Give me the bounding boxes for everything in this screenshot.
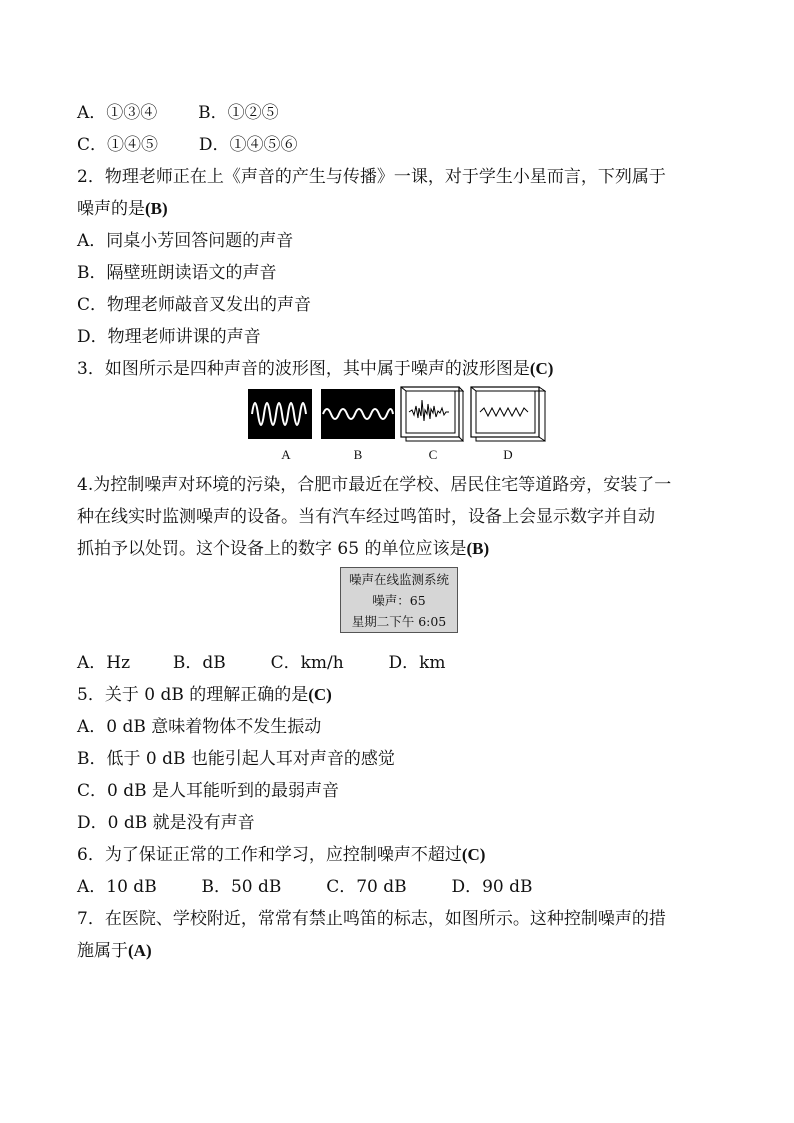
q2-answer: (B)	[145, 199, 168, 218]
q2-option-b: B．隔壁班朗读语文的声音	[77, 263, 277, 283]
q5-stem	[77, 684, 332, 706]
waveform-b-label: B	[353, 447, 363, 462]
q3-stem	[77, 358, 553, 380]
q4-option-d: D．km	[388, 653, 446, 673]
q7-stem-line2	[77, 940, 152, 962]
q6-stem	[77, 844, 485, 866]
q4-option-b: B．dB	[172, 653, 226, 673]
q2-option-c: C．物理老师敲音叉发出的声音	[77, 295, 312, 315]
waveform-b-image	[321, 389, 395, 439]
q3-stem-text: 3．如图所示是四种声音的波形图，其中属于噪声的波形图是	[77, 359, 530, 379]
display-reading: 噪声：65	[372, 593, 426, 608]
q5-stem-text: 5．关于 0 dB 的理解正确的是	[77, 685, 309, 705]
q4-stem-line1: 4.为控制噪声对环境的污染，合肥市最近在学校、居民住宅等道路旁，安装了一	[77, 475, 672, 495]
q5-option-c: C．0 dB 是人耳能听到的最弱声音	[77, 781, 340, 801]
q2-stem-line2	[77, 198, 168, 220]
q4-options	[77, 652, 446, 674]
q4-stem-line2: 种在线实时监测噪声的设备。当有汽车经过鸣笛时，设备上会显示数字并自动	[77, 507, 655, 527]
q4-option-c: C．km/h	[270, 653, 344, 673]
q1-option-b: B．①②⑤	[198, 103, 279, 123]
q2-option-a: A．同桌小芳回答问题的声音	[77, 231, 294, 251]
waveform-a-label: A	[281, 447, 291, 462]
q7-answer: (A)	[128, 941, 152, 960]
waveform-d-image	[470, 386, 546, 442]
waveform-c-image	[400, 386, 464, 442]
q5-option-d: D．0 dB 就是没有声音	[77, 813, 255, 833]
q6-option-b: B．50 dB	[201, 877, 282, 897]
q6-options	[77, 876, 533, 898]
q7-stem-text: 施属于	[77, 941, 128, 961]
display-time: 星期二下午 6:05	[351, 614, 447, 629]
q1-options-row1	[77, 102, 279, 124]
q2-stem-text: 噪声的是	[77, 199, 145, 219]
q2-option-d: D．物理老师讲课的声音	[77, 327, 261, 347]
waveform-d-label: D	[503, 447, 513, 462]
waveform-a-image	[248, 389, 312, 439]
q5-option-a: A．0 dB 意味着物体不发生振动	[77, 717, 322, 737]
q6-stem-text: 6．为了保证正常的工作和学习，应控制噪声不超过	[77, 845, 462, 865]
q6-option-a: A．10 dB	[77, 877, 157, 897]
q1-option-d: D．①④⑤⑥	[198, 135, 298, 155]
noise-monitor-display	[340, 567, 458, 633]
q5-answer: (C)	[308, 685, 332, 704]
q4-stem-line3	[77, 538, 489, 560]
q4-answer: (B)	[466, 539, 490, 558]
q3-answer: (C)	[529, 359, 554, 378]
q6-option-c: C．70 dB	[326, 877, 407, 897]
q4-stem-text: 抓拍予以处罚。这个设备上的数字 65 的单位应该是	[77, 539, 467, 559]
q6-option-d: D．90 dB	[451, 877, 533, 897]
waveform-c-label: C	[428, 447, 438, 462]
q6-answer: (C)	[461, 845, 486, 864]
display-title: 噪声在线监测系统	[348, 572, 449, 587]
q1-option-c: C．①④⑤	[77, 135, 159, 155]
q1-options-row2	[77, 134, 297, 156]
q5-option-b: B．低于 0 dB 也能引起人耳对声音的感觉	[77, 749, 395, 769]
q4-option-a: A．Hz	[77, 653, 131, 673]
q1-option-a: A．①③④	[77, 103, 158, 123]
q2-stem-line1: 2．物理老师正在上《声音的产生与传播》一课，对于学生小星而言，下列属于	[77, 167, 666, 187]
q7-stem-line1: 7．在医院、学校附近，常常有禁止鸣笛的标志，如图所示。这种控制噪声的措	[77, 909, 666, 929]
